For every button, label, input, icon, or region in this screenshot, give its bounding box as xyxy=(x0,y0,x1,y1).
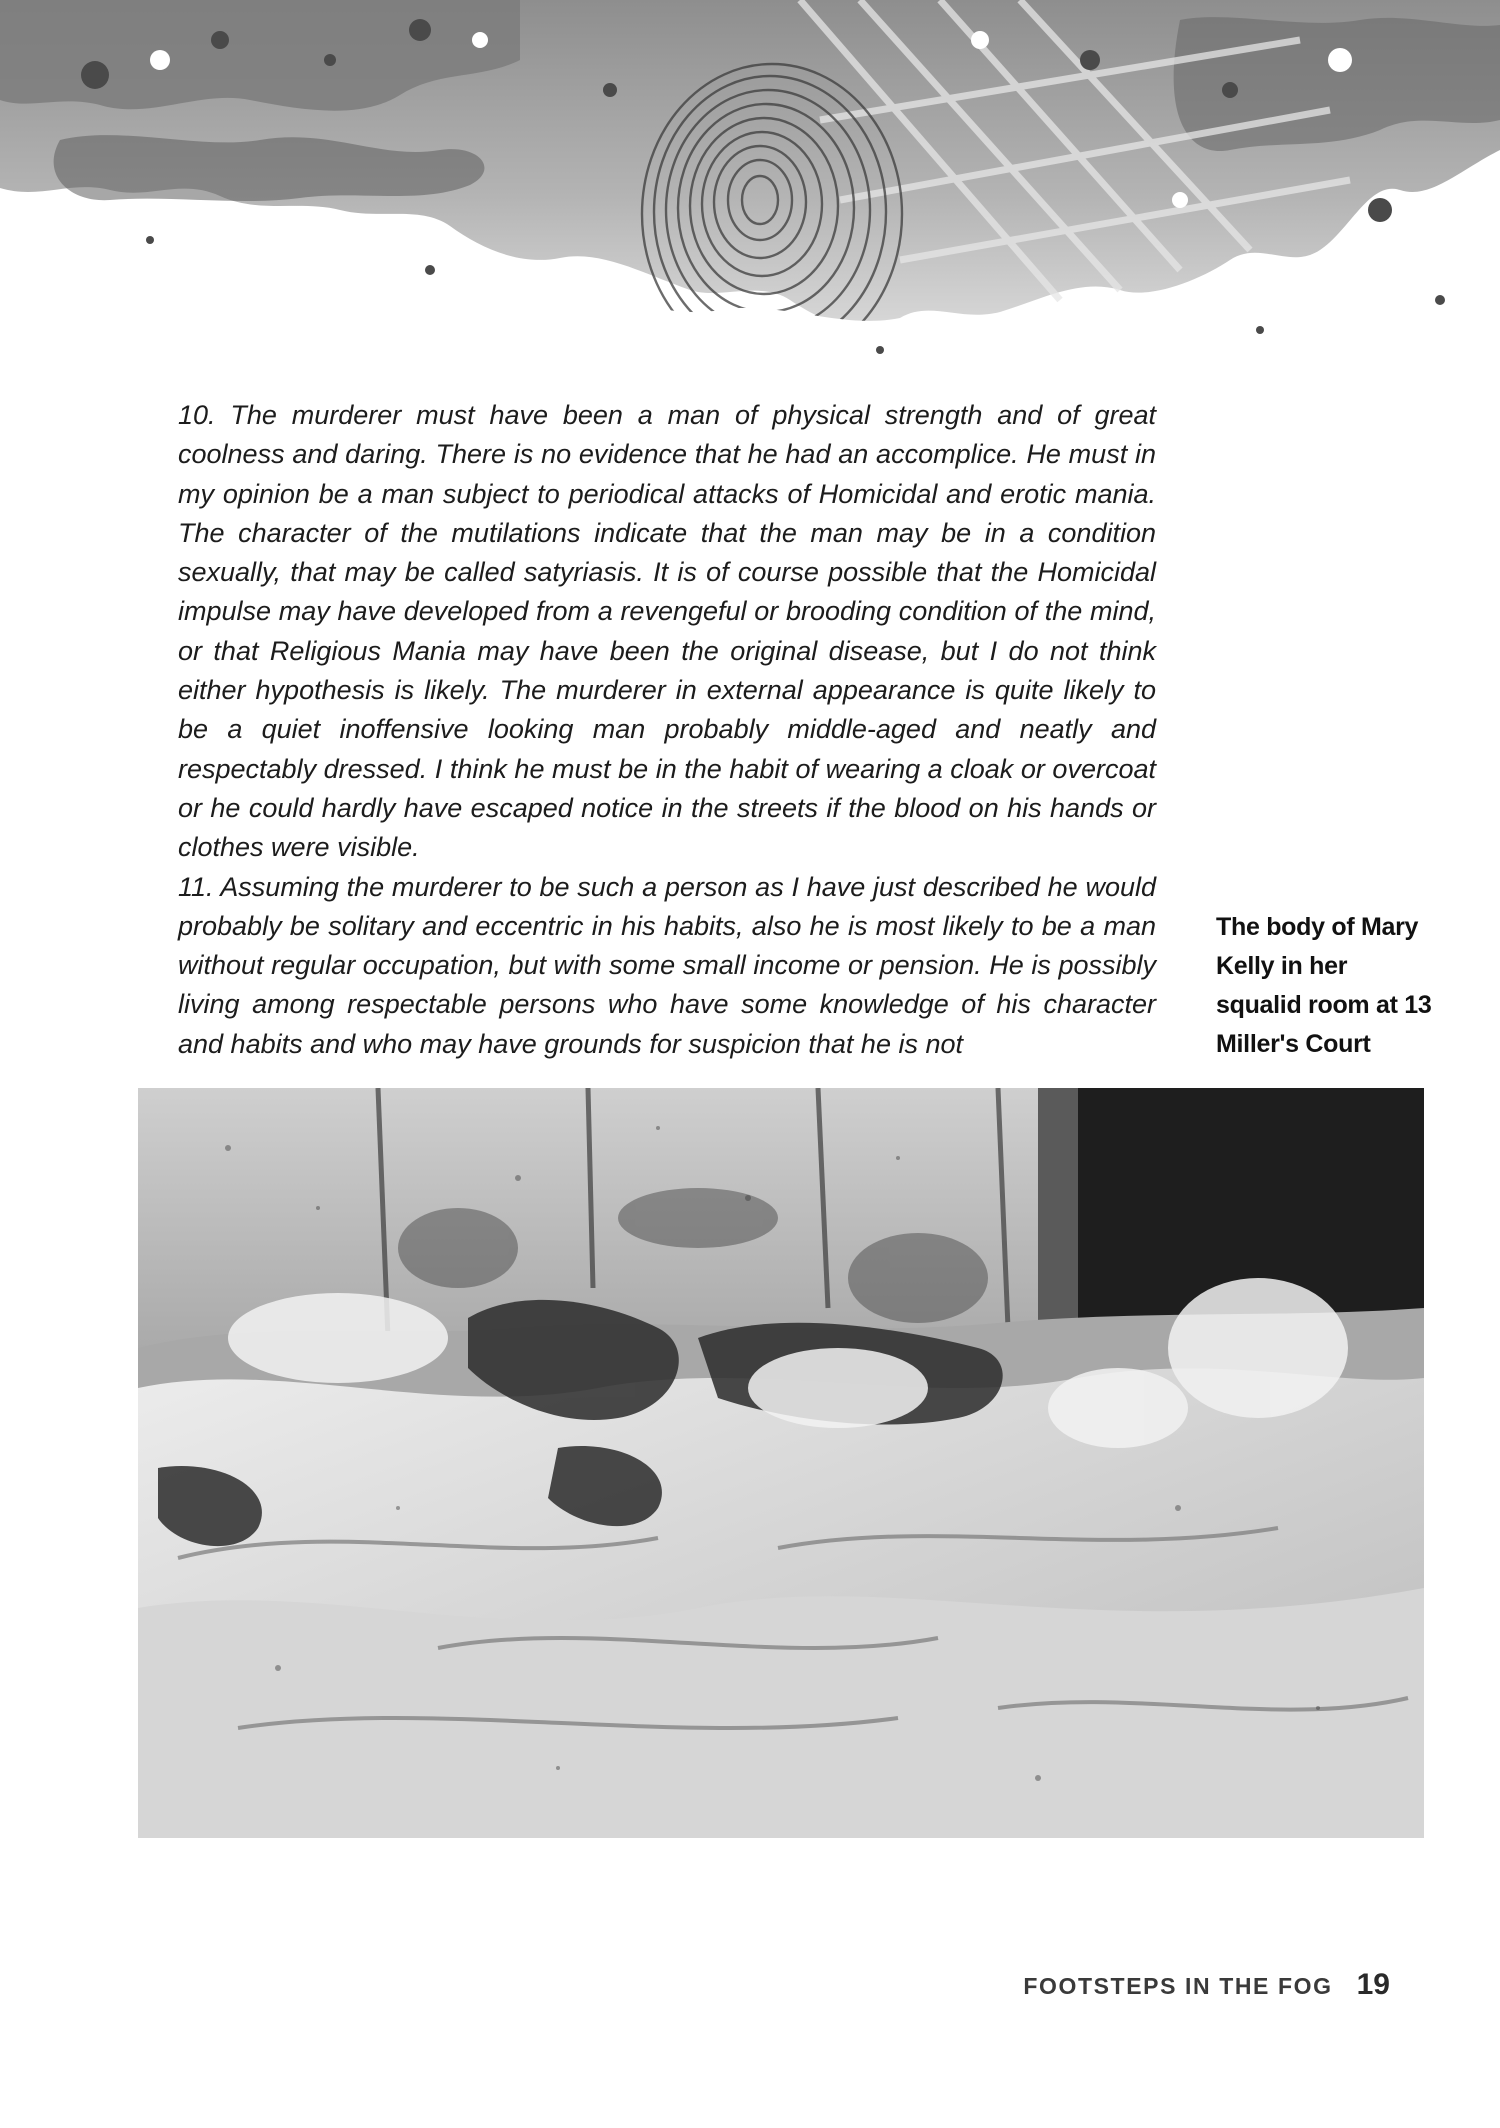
paragraph-10: 10. The murderer must have been a man of physical strength and of great coolness and daring. There is no evidence that he had an accomplice. He must in my opinion be a man subject to periodical attacks of Homicidal and erotic mania. The character of the mutilations indicate that the man may be in a condition sexually, that may be called satyriasis. It is of course possible that the Homicidal impulse may have developed from a revengeful or brooding condition of the mind, or that Religious Mania may have been the original disease, but I do not think either hypothesis is likely. The murderer in external appearance is quite likely to be a quiet inoffensive looking man probably middle-aged and neatly and respectably dressed. I think he must be in the habit of wearing a cloak or overcoat or he could hardly have escaped notice in the streets if the blood on his hands or clothes were visible. xyxy=(178,400,1156,863)
paragraph-11: 11. Assuming the murderer to be such a person as I have just described he would probably be solitary and eccentric in his habits, also he is most likely to be a man without regular occupation, but with some small income or pension. He is possibly living among respectable persons who have some knowledge of his character and habits and who may have grounds for suspicion that he is not xyxy=(178,871,1156,1059)
crime-scene-photograph xyxy=(138,1088,1424,1838)
header-grunge-artwork xyxy=(0,0,1500,400)
running-footer-title: FOOTSTEPS IN THE FOG xyxy=(1023,1973,1333,1999)
body-text xyxy=(178,396,1156,1064)
photo-caption: The body of Mary Kelly in her squalid room at 13 Miller's Court xyxy=(1216,913,1432,1058)
page-number: 19 xyxy=(1356,1968,1390,2001)
page-footer xyxy=(1023,1968,1390,2002)
